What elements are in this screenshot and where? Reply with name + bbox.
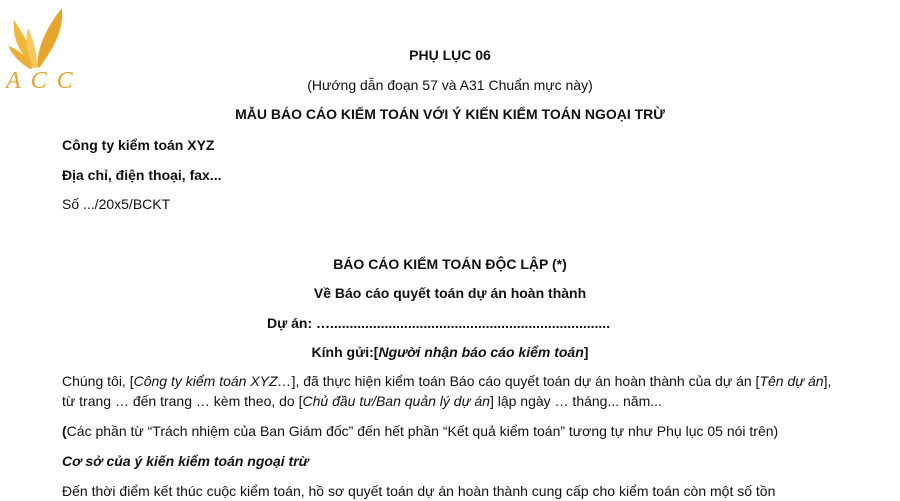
- appendix-title: PHỤ LỤC 06: [409, 47, 491, 63]
- bracket-close: ]: [583, 344, 589, 360]
- report-number: Số .../20x5/BCKT: [62, 196, 171, 212]
- p1-text-g: ] lập ngày … tháng... năm...: [489, 393, 662, 409]
- addressee-line: [0, 342, 900, 362]
- project-line: Dự án: …........................................................................: [267, 315, 611, 331]
- p1-company: Công ty kiểm toán XYZ…: [133, 373, 292, 389]
- qualified-basis-paragraph: Đến thời điểm kết thúc cuộc kiểm toán, hồ sơ quyết toán dự án hoàn thành cung cấp cho kiểm toán còn một số tồn: [62, 483, 776, 499]
- p2-open-paren: (: [62, 423, 67, 439]
- company-address: Địa chỉ, điện thoại, fax...: [62, 167, 222, 183]
- addressee-label: Kính gửi:: [311, 344, 374, 360]
- p1-owner: Chủ đầu tư/Ban quản lý dự án: [302, 393, 490, 409]
- p1-project-name: Tên dự án: [759, 373, 824, 389]
- p1-text-a: Chúng tôi, [: [62, 373, 134, 389]
- qualified-basis-heading: Cơ sở của ý kiến kiểm toán ngoại trừ: [62, 453, 309, 469]
- company-name: Công ty kiểm toán XYZ: [62, 137, 215, 153]
- guidance-note: (Hướng dẫn đoạn 57 và A31 Chuẩn mực này): [307, 77, 593, 93]
- report-title: BÁO CÁO KIỂM TOÁN ĐỘC LẬP (*): [333, 256, 567, 272]
- p2-text: Các phần từ “Trách nhiệm của Ban Giám đốc” đến hết phần “Kết quả kiểm toán” tương tự như Phụ lục 05 nói trên): [66, 423, 779, 439]
- intro-paragraph: [62, 371, 847, 411]
- logo-text: ACC: [6, 68, 83, 94]
- section-reference-note: [62, 421, 778, 441]
- form-title: MẪU BÁO CÁO KIỂM TOÁN VỚI Ý KIẾN KIỂM TOÁN NGOẠI TRỪ: [235, 106, 665, 122]
- addressee-recipient: Người nhận báo cáo kiểm toán: [378, 344, 584, 360]
- p1-text-c: ], đã thực hiện kiểm toán Báo cáo quyết toán dự án hoàn thành của dự án [: [291, 373, 760, 389]
- p1-text-e: ], từ trang … đến trang … kèm theo, do [: [62, 373, 832, 409]
- report-subject: Về Báo cáo quyết toán dự án hoàn thành: [313, 285, 587, 301]
- bracket-open: [: [373, 344, 379, 360]
